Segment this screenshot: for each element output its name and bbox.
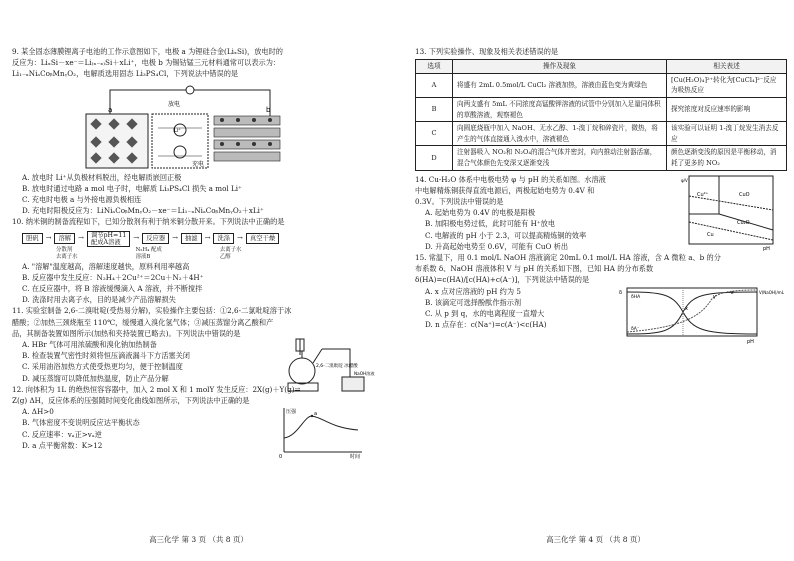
- q14-option-c: C. 电解液的 pH 小于 2.3，可以提高精炼铜的效率: [425, 230, 587, 240]
- q12-option-c: C. 反应速率：vₐ正>vₐ逆: [22, 429, 102, 439]
- q9-battery-figure: [12, 80, 383, 172]
- flow-step-3: 调节pH=11 配成A溶液: [87, 231, 130, 247]
- q11-stem-2: 醋酸；②加热三颈烧瓶至 110℃，缓慢通入溴化氢气体；③减压蒸馏分离乙酸和产: [12, 317, 274, 327]
- q12-pressure-graph: [274, 406, 366, 458]
- row-d-operation: 注射器吸入 NO₂和 N₂O₄的混合气体并密封，向内推动注射器活塞，混合气体颜色先变深又逐渐变浅: [453, 146, 667, 170]
- q14-cu-label: Cu: [707, 231, 714, 238]
- flow-note-3: 去离子水 乙醇: [219, 246, 242, 260]
- q9-option-a: A. 放电时 Li⁺从负极材料脱出，经电解质嵌回正极: [22, 172, 182, 182]
- q15-ph-label: pH: [747, 338, 754, 345]
- q9-option-c: C. 充电时电极 a 与外接电源负极相连: [22, 195, 142, 205]
- q13-header-row: [416, 60, 787, 74]
- q14-option-d: D. 升高起始电势至 0.6V，可能有 CuO 析出: [425, 241, 569, 251]
- q14-stem-3: 0.3V。下列说法中错误的是: [415, 196, 504, 206]
- row-d-option: D: [416, 146, 453, 170]
- row-d-description: 颜色逐渐变浅的原因是平衡移动，消耗了更多的 NO₂: [667, 146, 787, 170]
- q13-header-option: 选项: [416, 60, 453, 74]
- q11-option-c: C. 采用油浴加热方式使受热更均匀，便于控制温度: [22, 362, 183, 372]
- q15-y2label: V(NaOH)/mL: [759, 289, 784, 295]
- q15-stem-1: 15. 常温下，用 0.1 mol/L NaOH 溶液滴定 20mL 0.1 mol/L HA 溶液，含 A 微粒 a、b 的分: [415, 252, 721, 262]
- q11-fig-label: 2,6-二溴吡啶 冰醋酸: [316, 364, 358, 370]
- flow-step-1: 胆矾: [22, 233, 43, 244]
- electrode-a-label: a: [108, 105, 113, 114]
- q15-point-z: z: [731, 289, 734, 296]
- question-11: [12, 305, 383, 383]
- q13-table: [415, 59, 787, 170]
- flow-step-7: 真空干燥: [246, 233, 279, 244]
- q11-option-b: B. 检查装置气密性时须将恒压滴液漏斗下方活塞关闭: [22, 351, 190, 361]
- row-b-description: 探究浓度对反应速率的影响: [667, 97, 787, 121]
- flow-step-5: 抽滤: [181, 233, 202, 244]
- q10-option-d: D. 洗涤时用去离子水，目的是减少产品溶解损失: [22, 295, 176, 305]
- q15-stem-3: δ(HA)=c(HA)/[c(HA)+c(A⁻)]，下列说法中错误的是: [415, 275, 590, 285]
- flow-step-6: 洗涤: [213, 233, 234, 244]
- charge-label: 充电: [192, 160, 205, 168]
- q11-stem-3: 品，其制备装置如图所示(加热和夹持装置已略去)。下列说法中错误的是: [12, 328, 241, 338]
- q15-titration-graph: [613, 286, 784, 345]
- row-b-option: B: [416, 97, 453, 121]
- q15-point-y: y: [713, 293, 716, 300]
- q15-ylabel: δ: [619, 289, 623, 296]
- q15-option-d: D. n 点存在：c(Na⁺)=c(A⁻)<c(HA): [425, 320, 547, 330]
- flow-note-2: N₂H₄ 配成 溶液B: [135, 246, 162, 260]
- q11-absorber-label: NaOH溶液: [354, 371, 375, 377]
- q15-option-c: C. 从 p 到 q，水的电离程度一直增大: [425, 308, 545, 318]
- q11-stem-1: 11. 实验室制备 2,6-二溴吡啶(受热易分解)，实验操作主要包括：①2,6-二氯吡啶溶于冰: [12, 306, 292, 316]
- electrode-b-label: b: [266, 105, 271, 114]
- q15-point-x: x: [685, 305, 688, 312]
- question-9: [12, 46, 383, 216]
- question-10: [12, 216, 383, 305]
- row-a-description: [Cu(H₂O)₄]²⁺转化为[CuCl₄]²⁻反应为吸热反应: [667, 73, 787, 97]
- q12-origin: 0: [279, 453, 283, 460]
- q13-stem: 13. 下列实验操作、现象及相关表述错误的是: [415, 47, 559, 56]
- page-4: [397, 0, 794, 561]
- battery-diagram: [80, 82, 302, 170]
- q14-cuo-label: CuO: [739, 191, 750, 198]
- q14-potential-ph-diagram: [681, 174, 777, 250]
- q15-option-b: B. 该滴定可选择酚酞作指示剂: [425, 297, 522, 307]
- question-15: [415, 252, 784, 345]
- q12-option-a: A. ΔH>0: [22, 407, 54, 417]
- row-c-description: 该实验可以证明 1-溴丁烷发生消去反应: [667, 122, 787, 146]
- row-c-operation: 向圆底烧瓶中加入 NaOH、无水乙醇、1-溴丁烷和碎瓷片，微热，将产生的气体直接通入溴水中，溶液褪色: [453, 122, 667, 146]
- q10-flowchart: 胆矾 → 溶解 → 调节pH=11 配成A溶液 → 反应器 → 抽滤 → 洗涤 → 真空干燥: [22, 231, 383, 247]
- row-a-option: A: [416, 73, 453, 97]
- page-4-footer: 高三化学 第 4 页 （共 8 页）: [546, 534, 645, 544]
- q14-cu2-label: Cu²⁺: [697, 191, 709, 198]
- q12-ylabel: 压强: [286, 408, 297, 415]
- table-row: [416, 73, 787, 97]
- flow-step-4: 反应器: [142, 233, 169, 244]
- q10-flow-notes: [56, 247, 383, 261]
- q14-ph-label: pH: [763, 245, 770, 252]
- table-row: [416, 146, 787, 170]
- q14-stem-2: 中电解精炼铜获得直流电源后，两极起始电势为 0.4V 和: [415, 185, 595, 195]
- q10-option-a: A. "溶解"温度越高，溶解速度越快，原料利用率越高: [22, 261, 190, 271]
- flow-step-2: 溶解: [54, 233, 75, 244]
- q9-option-d: D. 充电时阳极反应为：LiNiₐCoᵦMnᵧO₂－xe⁻＝Li₁₋ₓNiₐCoᵦMnᵧO₂＋xLi⁺: [22, 206, 264, 216]
- q9-option-b: B. 放电时通过电路 a mol 电子时，电解质 Li₃PS₄Cl 损失 a mol Li⁺: [22, 183, 242, 193]
- q15-stem-2: 布系数 δ、NaOH 溶液体积 V 与 pH 的关系如下图，已知 HA 的分布系数: [415, 264, 654, 274]
- q14-cu2o-label: Cu₂O: [737, 219, 750, 226]
- table-row: [416, 122, 787, 146]
- q12-stem-1: 12. 向体积为 1L 的绝热恒容容器中，加入 2 mol X 和 1 molY 发生反应：2X(g)＋Y(g)⇌: [12, 384, 301, 394]
- q10-stem: 10. 纳米铜的制备流程如下，已知分散剂有利于纳米铜分散开来。下列说法中正确的是: [12, 217, 285, 227]
- q14-option-a: A. 起始电势为 0.4V 的电极是阳极: [425, 208, 536, 218]
- q11-option-d: D. 减压蒸馏可以降低加热温度，防止产品分解: [22, 373, 169, 383]
- q10-option-c: C. 在反应器中，将 B 溶液缓慢滴入 A 溶液，并不断搅拌: [22, 284, 203, 294]
- q15-a-label: δA⁻: [631, 326, 640, 332]
- q13-header-description: 相关表述: [667, 60, 787, 74]
- page-3-footer: 高三化学 第 3 页 （共 8 页）: [149, 534, 248, 544]
- row-c-option: C: [416, 122, 453, 146]
- row-b-operation: 向两支盛有 5mL 不同浓度高锰酸钾溶液的试管中分别加入足量同体积的草酸溶液，观察褪色: [453, 97, 667, 121]
- q12-option-d: D. a 点平衡常数：K>12: [22, 440, 103, 450]
- q10-option-b: B. 反应器中发生反应：N₂H₄＋2Cu²⁺＝2Cu＋N₂＋4H⁺: [22, 272, 204, 282]
- table-row: [416, 97, 787, 121]
- q9-stem-3: Li₁₋ₓNiₐCoᵦMnᵧO₂，电解质选用固态 Li₃PS₄Cl，下列说法中错误的是: [12, 69, 239, 79]
- q13-header-operation: 操作及现象: [453, 60, 667, 74]
- q12-xlabel: 时间: [350, 453, 361, 460]
- q15-option-a: A. x 点对应溶液的 pH 约为 5: [425, 286, 521, 296]
- q12-stem-2: Z(g) ΔH，反应体系的压强随时间变化曲线如图所示，下列说法中正确的是: [12, 396, 250, 406]
- q9-stem-1: 9. 某全固态薄膜锂离子电池的工作示意图如下，电极 a 为锂硅合金(LiₓSi)，放电时的: [12, 47, 283, 56]
- discharge-label: 放电: [168, 100, 181, 108]
- question-14: [415, 174, 782, 252]
- q14-phi-label: φ/V: [681, 177, 688, 183]
- q11-option-a: A. HBr 气体可用浓硫酸和溴化钠加热制备: [22, 340, 157, 350]
- q15-ha-label: δHA: [631, 294, 641, 300]
- question-12: [12, 384, 383, 460]
- q14-stem-1: 14. Cu-H₂O 体系中电极电势 φ 与 pH 的关系如图。水溶液: [415, 174, 606, 184]
- flow-note-1: 分散剂 去离子水: [56, 246, 78, 260]
- q12-point-a: a: [314, 410, 318, 417]
- row-a-operation: 将盛有 2mL 0.5mol/L CuCl₂ 溶液加热，溶液由蓝色变为黄绿色: [453, 73, 667, 97]
- li-ion-label: Li⁺: [174, 127, 181, 134]
- question-13: [415, 46, 782, 171]
- q9-stem-2: 反应为：LiₓSi－xe⁻＝Li₍ₓ₋ₓ₎Si＋xLi⁺，电极 b 为锡钴锰三元材料通常可以表示为：: [12, 58, 281, 68]
- q12-option-b: B. 气体密度不变说明反应达平衡状态: [22, 418, 140, 428]
- q14-option-b: B. 加阳极电势过低，此时可能有 H⁺放电: [425, 219, 556, 229]
